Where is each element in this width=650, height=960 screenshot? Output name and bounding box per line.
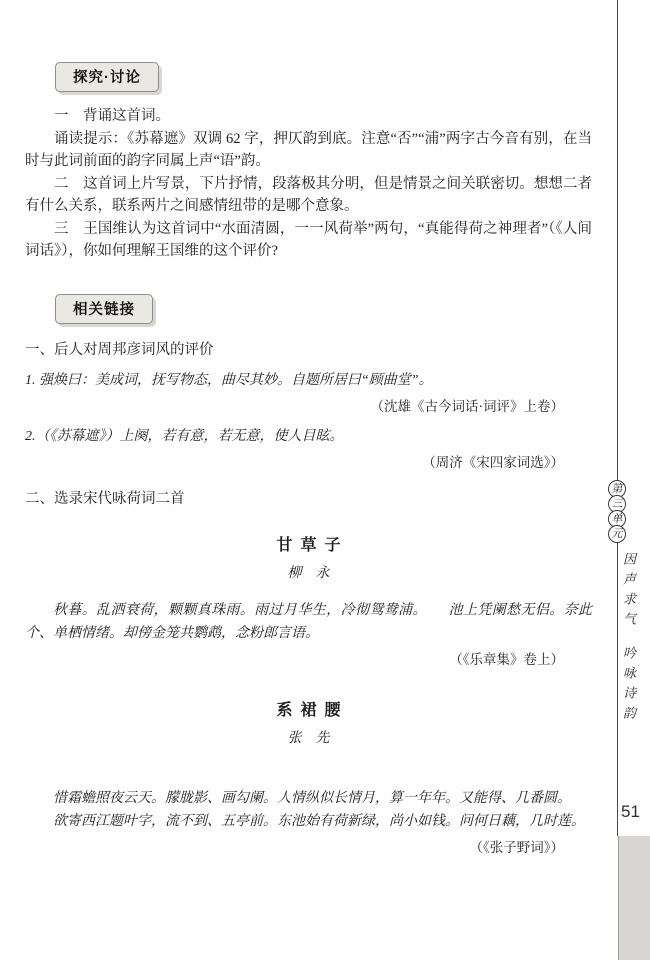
- related-links-body: [25, 339, 592, 858]
- poem-1-citation: （《乐章集》卷上）: [449, 652, 564, 667]
- page-edge-tab: [618, 836, 650, 960]
- explore-task-list: [25, 105, 592, 262]
- critic-quote-1: 1. 强焕曰：美成词，抚写物态，曲尽其妙。自题所居曰“顾曲堂”。: [25, 373, 433, 388]
- poem-2-line-2: 欲寄西江题叶字，流不到、五亭前。东池始有荷新绿，尚小如钱。问何日藕，几时莲。: [53, 814, 585, 829]
- task-item-2: 二 这首词上片写景，下片抒情，段落极其分明，但是情景之间关联密切。想想二者有什么关系，联系两片之间感情纽带的是哪个意象。: [25, 176, 592, 214]
- poem-1-text: 秋暮。乱洒衰荷，颗颗真珠雨。雨过月华生，冷彻鸳鸯浦。 池上凭阑愁无侣。奈此个、单栖情绪。却傍金笼共鹦鹉，念粉郎言语。: [25, 603, 592, 641]
- citation-1: （沈雄《古今词话·词评》上卷）: [370, 399, 564, 414]
- unit-char-circle: 元: [608, 525, 626, 543]
- poem-2-author: 张 先: [287, 731, 330, 746]
- page-number: 51: [621, 802, 640, 821]
- poem-1: [25, 532, 592, 670]
- unit-slogan-vertical: [619, 552, 638, 752]
- poem-2-text: [25, 787, 592, 833]
- task-item-1: 一 背诵这首词。: [54, 108, 170, 124]
- poem-2-line-1: 惜霜蟾照夜云天。朦胧影、画勾阑。人情纵似长情月，算一年年。又能得、几番圆。: [53, 791, 571, 806]
- unit-slogan-part-1: 因声求气: [621, 552, 636, 632]
- poem-1-title: 甘草子: [276, 537, 349, 554]
- poem-1-author: 柳 永: [287, 566, 330, 581]
- margin-vertical-rule: [617, 0, 618, 836]
- critic-quote-2: 2.（《苏幕遮》）上阕，若有意，若无意，使人目眩。: [25, 429, 344, 444]
- section-badge-related-links: [55, 294, 153, 324]
- section-badge-explore-discuss: [55, 62, 159, 92]
- task-reading-tip: 诵读提示：《苏幕遮》双调 62 字，押仄韵到底。注意“否”“浦”两字古今音有别，在当时与此词前面的韵字同属上声“语”韵。: [25, 131, 592, 169]
- poem-2-citation: （《张子野词》）: [469, 840, 564, 855]
- citation-2: （周济《宋四家词选》）: [422, 455, 564, 470]
- unit-slogan-part-2: 吟咏诗韵: [621, 646, 636, 726]
- section-badge-label: 相关链接: [73, 302, 135, 318]
- links-heading-2: 二、选录宋代咏荷词二首: [25, 491, 185, 507]
- unit-number-badge: [608, 480, 626, 540]
- section-badge-label: 探究·讨论: [73, 70, 141, 86]
- poem-2-title: 系裙腰: [276, 702, 349, 719]
- poem-2: [25, 697, 592, 858]
- main-content: [25, 62, 592, 858]
- unit-char-circle: 第: [608, 480, 626, 498]
- unit-char-circle: 三: [608, 495, 626, 513]
- links-heading-1: 一、后人对周邦彦词风的评价: [25, 342, 214, 358]
- unit-char-circle: 单: [608, 510, 626, 528]
- task-item-3: 三 王国维认为这首词中“水面清圆，一一风荷举”两句，“真能得荷之神理者”（《人间词话》），你如何理解王国维的这个评价?: [25, 221, 592, 259]
